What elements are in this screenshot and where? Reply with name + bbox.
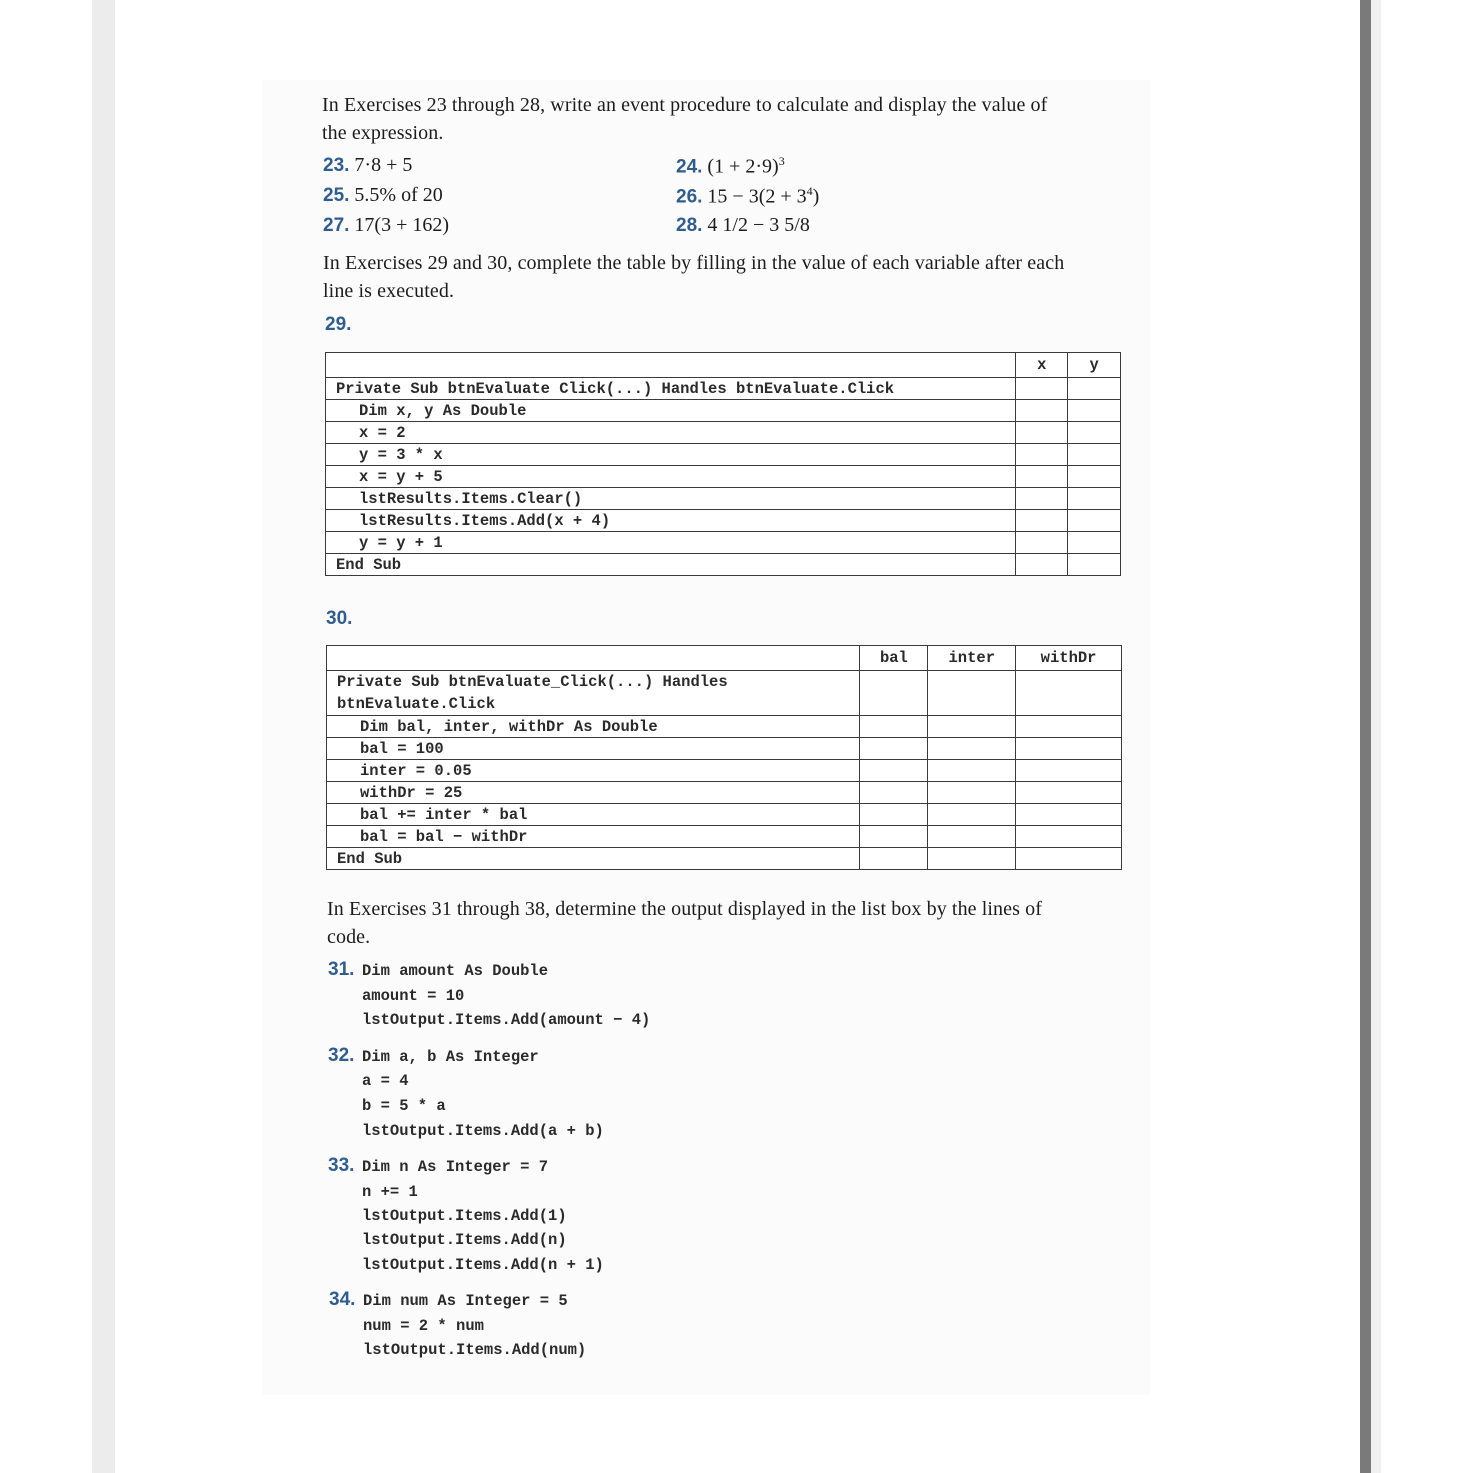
table-header-row [327, 646, 1122, 671]
header-blank-cell [327, 646, 860, 671]
code-cell: x = 2 [326, 422, 1016, 444]
header-blank-cell [326, 353, 1016, 378]
answer-cell-y[interactable] [1068, 510, 1121, 532]
code-cell: y = 3 * x [326, 444, 1016, 466]
code-line: Dim amount As Double [362, 962, 549, 980]
header-withdr: withDr [1016, 646, 1122, 671]
answer-cell-bal[interactable] [860, 671, 928, 716]
code-cell: inter = 0.05 [327, 760, 860, 782]
exercise-number: 24. [676, 156, 703, 178]
code-line: Dim n As Integer = 7 [362, 1158, 549, 1176]
table-row [327, 782, 1122, 804]
answer-cell-x[interactable] [1016, 400, 1068, 422]
answer-cell-inter[interactable] [928, 738, 1016, 760]
exercise-27 [323, 214, 449, 237]
exercise-expression: 5.5% of 20 [354, 184, 443, 206]
code-cell: lstResults.Items.Clear() [326, 488, 1016, 510]
answer-cell-withdr[interactable] [1016, 848, 1122, 870]
answer-cell-inter[interactable] [928, 848, 1016, 870]
header-x: x [1016, 353, 1068, 378]
exercise-number: 26. [676, 186, 703, 208]
answer-cell-bal[interactable] [860, 826, 928, 848]
code-line: amount = 10 [362, 987, 465, 1005]
answer-cell-y[interactable] [1068, 444, 1121, 466]
answer-cell-withdr[interactable] [1016, 782, 1122, 804]
code-cell: lstResults.Items.Add(x + 4) [326, 510, 1016, 532]
page-edge-right [1371, 0, 1381, 1473]
exercise-26 [676, 184, 819, 209]
code-cell: Dim x, y As Double [326, 400, 1016, 422]
code-cell: Dim bal, inter, withDr As Double [327, 716, 860, 738]
answer-cell-withdr[interactable] [1016, 804, 1122, 826]
table-row [327, 826, 1122, 848]
answer-cell-withdr[interactable] [1016, 826, 1122, 848]
exercise-30-table [326, 645, 1122, 870]
page-edge-left [92, 0, 115, 1473]
intro-2-line-2: line is executed. [323, 280, 455, 302]
intro-paragraph-2 [323, 249, 1064, 305]
code-cell: End Sub [327, 848, 860, 870]
code-cell: bal = 100 [327, 738, 860, 760]
answer-cell-bal[interactable] [860, 782, 928, 804]
code-cell: x = y + 5 [326, 466, 1016, 488]
exponent: 4 [806, 184, 813, 198]
table-row [327, 738, 1122, 760]
code-line: btnEvaluate.Click [337, 695, 496, 713]
answer-cell-x[interactable] [1016, 488, 1068, 510]
code-line: lstOutput.Items.Add(num) [363, 1341, 587, 1359]
table-row [326, 444, 1121, 466]
intro-1-line-1: In Exercises 23 through 28, write an event procedure to calculate and display the value of [322, 94, 1048, 116]
intro-3-line-2: code. [327, 926, 371, 948]
code-cell: Private Sub btnEvaluate Click(...) Handles btnEvaluate.Click [326, 378, 1016, 400]
table-row [327, 848, 1122, 870]
code-line: num = 2 * num [363, 1317, 484, 1335]
exercise-24 [676, 154, 785, 179]
intro-3-line-1: In Exercises 31 through 38, determine the output displayed in the list box by the lines of [327, 898, 1042, 920]
table-row [327, 716, 1122, 738]
exercise-25 [323, 184, 443, 207]
answer-cell-y[interactable] [1068, 422, 1121, 444]
answer-cell-withdr[interactable] [1016, 716, 1122, 738]
table-row [326, 422, 1121, 444]
exercise-expression: 7·8 + 5 [354, 154, 413, 176]
code-cell [327, 671, 860, 716]
answer-cell-bal[interactable] [860, 760, 928, 782]
code-cell: y = y + 1 [326, 532, 1016, 554]
table-row [326, 400, 1121, 422]
code-line: lstOutput.Items.Add(a + b) [362, 1122, 604, 1140]
code-cell: bal += inter * bal [327, 804, 860, 826]
answer-cell-x[interactable] [1016, 554, 1068, 576]
table-row [326, 378, 1121, 400]
code-line: b = 5 * a [362, 1097, 446, 1115]
code-cell: End Sub [326, 554, 1016, 576]
code-line: a = 4 [362, 1072, 409, 1090]
answer-cell-inter[interactable] [928, 782, 1016, 804]
answer-cell-inter[interactable] [928, 826, 1016, 848]
intro-paragraph-1 [322, 91, 1047, 147]
scrollbar-edge [1360, 0, 1371, 1473]
exercise-28 [676, 214, 810, 237]
exercise-expression: (1 + 2·9) [707, 155, 779, 178]
answer-cell-y[interactable] [1068, 400, 1121, 422]
code-line: lstOutput.Items.Add(1) [362, 1207, 567, 1225]
exercise-expression: 17(3 + 162) [354, 214, 450, 236]
exercise-number: 28. [676, 215, 703, 236]
intro-paragraph-3 [327, 895, 1042, 951]
answer-cell-x[interactable] [1016, 510, 1068, 532]
code-cell: withDr = 25 [327, 782, 860, 804]
exercise-expression: 4 1/2 − 3 5/8 [707, 214, 810, 236]
code-line: lstOutput.Items.Add(n) [362, 1231, 567, 1249]
exponent: 3 [778, 154, 785, 168]
answer-cell-inter[interactable] [928, 804, 1016, 826]
answer-cell-bal[interactable] [860, 738, 928, 760]
answer-cell-inter[interactable] [928, 716, 1016, 738]
code-line: Private Sub btnEvaluate_Click(...) Handles [337, 673, 728, 691]
code-line: lstOutput.Items.Add(amount − 4) [362, 1011, 651, 1029]
table-header-row [326, 353, 1121, 378]
header-inter: inter [928, 646, 1016, 671]
exercise-number: 27. [323, 215, 350, 236]
table-row [326, 554, 1121, 576]
code-line: Dim a, b As Integer [362, 1048, 539, 1066]
answer-cell-x[interactable] [1016, 532, 1068, 554]
table-row [327, 804, 1122, 826]
table-row [326, 488, 1121, 510]
exercise-29-number: 29. [325, 314, 352, 335]
exercise-31-number: 31. [328, 959, 355, 980]
exercise-30-number: 30. [326, 608, 353, 629]
exercise-expression: 15 − 3(2 + 3 [707, 185, 807, 208]
table-row [326, 532, 1121, 554]
answer-cell-x[interactable] [1016, 466, 1068, 488]
code-line: lstOutput.Items.Add(n + 1) [362, 1256, 604, 1274]
answer-cell-withdr[interactable] [1016, 738, 1122, 760]
exercise-32-number: 32. [328, 1045, 355, 1066]
answer-cell-bal[interactable] [860, 716, 928, 738]
answer-cell-y[interactable] [1068, 488, 1121, 510]
exercise-number: 23. [323, 155, 350, 176]
answer-cell-x[interactable] [1016, 444, 1068, 466]
answer-cell-withdr[interactable] [1016, 760, 1122, 782]
table-row [327, 671, 1122, 716]
table-row [326, 510, 1121, 532]
intro-1-line-2: the expression. [322, 122, 444, 144]
code-cell: bal = bal − withDr [327, 826, 860, 848]
answer-cell-withdr[interactable] [1016, 671, 1122, 716]
answer-cell-inter[interactable] [928, 760, 1016, 782]
answer-cell-y[interactable] [1068, 466, 1121, 488]
answer-cell-bal[interactable] [860, 804, 928, 826]
exercise-33-number: 33. [328, 1155, 355, 1176]
exercise-expression-tail: ) [812, 185, 820, 208]
answer-cell-y[interactable] [1068, 554, 1121, 576]
code-line: Dim num As Integer = 5 [363, 1292, 568, 1310]
intro-2-line-1: In Exercises 29 and 30, complete the table by filling in the value of each variable after each [323, 252, 1065, 274]
answer-cell-x[interactable] [1016, 378, 1068, 400]
exercise-23 [323, 154, 412, 177]
exercise-number: 25. [323, 185, 350, 206]
answer-cell-x[interactable] [1016, 422, 1068, 444]
header-bal: bal [860, 646, 928, 671]
exercise-29-table [325, 352, 1121, 576]
answer-cell-bal[interactable] [860, 848, 928, 870]
header-y: y [1068, 353, 1121, 378]
answer-cell-y[interactable] [1068, 532, 1121, 554]
answer-cell-y[interactable] [1068, 378, 1121, 400]
table-row [326, 466, 1121, 488]
exercise-34-number: 34. [329, 1289, 356, 1310]
code-line: n += 1 [362, 1183, 418, 1201]
answer-cell-inter[interactable] [928, 671, 1016, 716]
table-row [327, 760, 1122, 782]
